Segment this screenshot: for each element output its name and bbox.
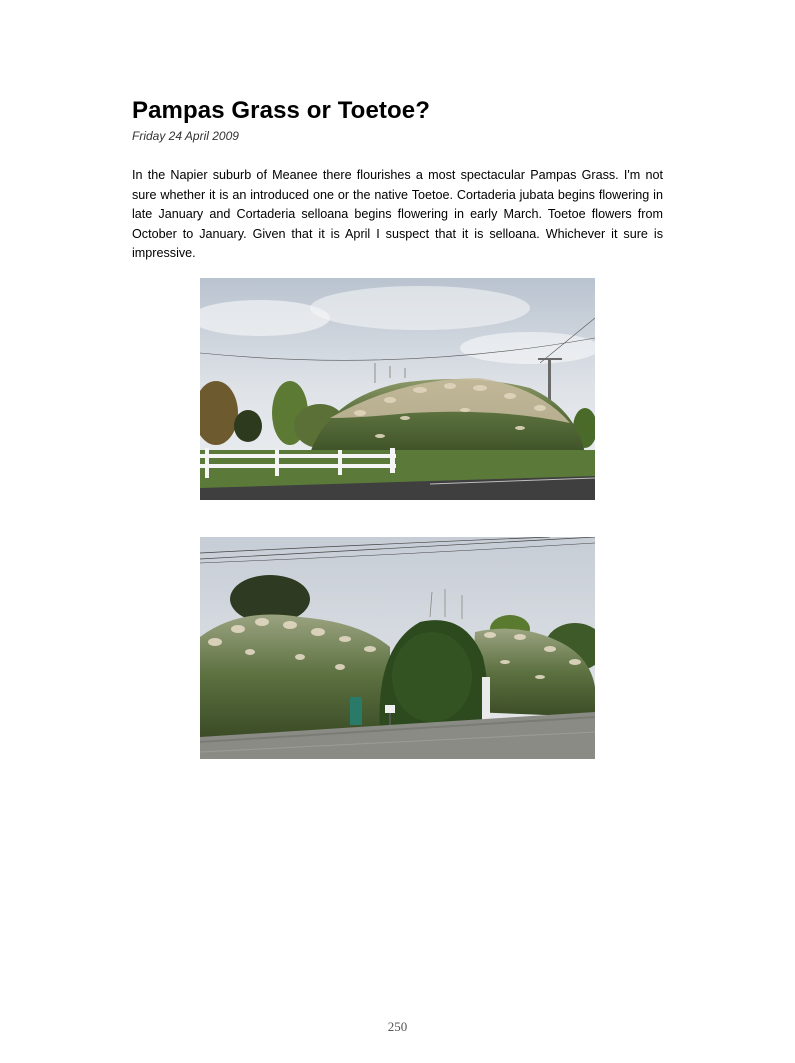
page-number: 250 — [387, 1019, 408, 1034]
article-title: Pampas Grass or Toetoe? — [132, 97, 430, 124]
pampas-grass-photo-fence — [200, 278, 595, 500]
pampas-grass-photo-roadside — [200, 537, 595, 759]
article-date: Friday 24 April 2009 — [132, 129, 239, 143]
article-body: In the Napier suburb of Meanee there flourishes a most spectacular Pampas Grass. I'm not sure whether it is an introduced one or the native Toetoe. Cortaderia jubata begins flowering in late January and Cortaderia selloana begins flowering in early March. Toetoe flowers from October to January. Given that it is April I suspect that it is selloana. Whichever it sure is impressive. — [132, 168, 663, 261]
